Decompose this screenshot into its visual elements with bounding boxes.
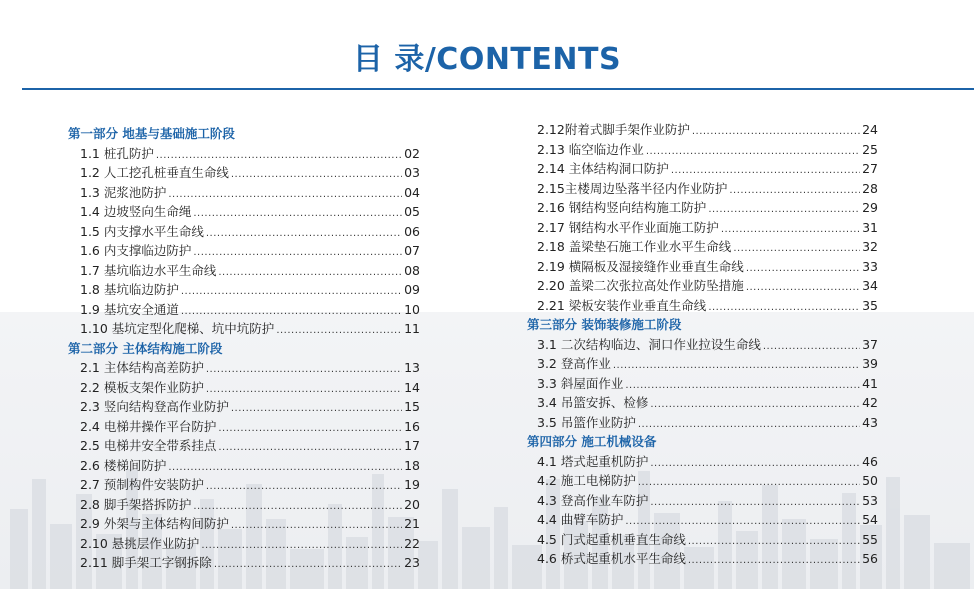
toc-entry-title: 2.9 外架与主体结构间防护 — [80, 516, 229, 531]
toc-entry[interactable] — [68, 495, 420, 515]
toc-entry-title: 2.17 钢结构水平作业面施工防护 — [537, 219, 719, 235]
toc-page-number: 43 — [862, 414, 878, 430]
toc-page-number: 37 — [862, 336, 878, 352]
toc-entry[interactable] — [527, 296, 878, 316]
toc-dot-leader — [231, 516, 402, 536]
toc-dot-leader — [650, 454, 860, 474]
toc-entry[interactable] — [68, 202, 420, 222]
toc-entry[interactable] — [527, 218, 878, 238]
toc-dot-leader — [218, 419, 402, 439]
toc-page-number: 06 — [404, 223, 420, 239]
toc-entry-title: 3.4 吊篮安拆、检修 — [537, 395, 649, 410]
toc-entry-title: 1.3 泥浆池防护 — [80, 184, 167, 200]
toc-entry[interactable] — [68, 534, 420, 554]
toc-page-number: 21 — [404, 516, 420, 531]
toc-dot-leader — [688, 551, 860, 571]
toc-dot-leader — [181, 282, 402, 302]
toc-dot-leader — [206, 477, 402, 497]
toc-page-number: 53 — [862, 492, 878, 508]
toc-page-number: 17 — [404, 438, 420, 453]
toc-page-number: 03 — [404, 165, 420, 180]
toc-entry-title: 3.1 二次结构临边、洞口作业拉设生命线 — [537, 336, 761, 352]
toc-section-heading: 第二部分 主体结构施工阶段 — [68, 340, 223, 356]
toc-entry[interactable] — [68, 436, 420, 456]
toc-page-number: 02 — [404, 145, 420, 161]
toc-section-heading: 第一部分 地基与基础施工阶段 — [68, 126, 235, 141]
toc-page-number: 22 — [404, 535, 420, 551]
toc-entry-title: 1.4 边坡竖向生命绳 — [80, 204, 192, 219]
toc-entry-title: 4.3 登高作业车防护 — [537, 492, 649, 508]
toc-page-number: 55 — [862, 531, 878, 547]
toc-dot-leader — [206, 224, 402, 244]
toc-page-number: 27 — [862, 161, 878, 176]
toc-entry[interactable] — [527, 120, 878, 140]
toc-entry[interactable] — [68, 397, 420, 417]
toc-entry-title: 2.13 临空临边作业 — [537, 141, 644, 157]
toc-entry-title: 2.15主楼周边坠落半径内作业防护 — [537, 180, 728, 196]
toc-page-number: 32 — [862, 239, 878, 254]
toc-dot-leader — [231, 165, 402, 185]
toc-entry[interactable] — [68, 241, 420, 261]
toc-entry[interactable] — [527, 354, 878, 374]
toc-dot-leader — [206, 360, 402, 380]
toc-entry-title: 1.6 内支撑临边防护 — [80, 243, 192, 258]
toc-entry-title: 2.7 预制构件安装防护 — [80, 477, 204, 492]
toc-entry-title: 2.14 主体结构洞口防护 — [537, 161, 669, 176]
toc-entry-title: 2.21 梁板安装作业垂直生命线 — [537, 297, 707, 313]
toc-entry-title: 3.2 登高作业 — [537, 356, 611, 371]
toc-dot-leader — [646, 142, 860, 162]
toc-entry-title: 2.18 盖梁垫石施工作业水平生命线 — [537, 239, 732, 254]
toc-entry[interactable] — [527, 374, 878, 394]
toc-entry-title: 2.16 钢结构竖向结构施工防护 — [537, 200, 707, 215]
toc-page-number: 29 — [862, 200, 878, 215]
toc-left-column — [68, 124, 420, 573]
toc-dot-leader — [708, 298, 860, 318]
toc-page-number: 16 — [404, 418, 420, 434]
toc-entry-title: 3.5 吊篮作业防护 — [537, 414, 636, 430]
toc-page-number: 11 — [404, 321, 420, 336]
toc-entry-title: 2.3 竖向结构登高作业防护 — [80, 399, 229, 414]
toc-page-number: 14 — [404, 379, 420, 395]
toc-entry-title: 1.1 桩孔防护 — [80, 145, 154, 161]
toc-page-number: 54 — [862, 512, 878, 527]
toc-entry[interactable] — [68, 222, 420, 242]
toc-entry[interactable] — [527, 159, 878, 179]
toc-entry[interactable] — [527, 237, 878, 257]
toc-entry-title: 4.2 施工电梯防护 — [537, 473, 636, 488]
toc-entry-title: 2.19 横隔板及湿接缝作业垂直生命线 — [537, 258, 744, 274]
toc-entry-title: 1.7 基坑临边水平生命线 — [80, 262, 217, 278]
toc-page-number: 23 — [404, 555, 420, 570]
toc-entry-title: 2.1 主体结构高差防护 — [80, 360, 204, 375]
toc-right-column — [527, 120, 878, 569]
toc-page-number: 46 — [862, 453, 878, 469]
toc-entry[interactable] — [68, 300, 420, 320]
toc-entry-title: 1.10 基坑定型化爬梯、坑中坑防护 — [80, 321, 275, 336]
toc-section-heading: 第四部分 施工机械设备 — [527, 434, 657, 449]
toc-dot-leader — [692, 122, 860, 142]
toc-entry-title: 2.20 盖梁二次张拉高处作业防坠措施 — [537, 278, 744, 293]
toc-page-number: 20 — [404, 496, 420, 512]
toc-page-number: 04 — [404, 184, 420, 200]
toc-entry[interactable] — [68, 456, 420, 476]
page-title: 目 录/CONTENTS — [352, 42, 622, 77]
toc-page-number: 07 — [404, 243, 420, 258]
toc-entry-title: 1.8 基坑临边防护 — [80, 282, 179, 297]
toc-page-number: 50 — [862, 473, 878, 488]
toc-entry[interactable] — [527, 393, 878, 413]
toc-dot-leader — [625, 376, 860, 396]
toc-dot-leader — [746, 278, 860, 298]
toc-entry-title: 2.8 脚手架搭拆防护 — [80, 496, 192, 512]
toc-entry-title: 4.6 桥式起重机水平生命线 — [537, 551, 686, 566]
toc-entry[interactable] — [68, 261, 420, 281]
toc-page-number: 56 — [862, 551, 878, 566]
toc-page-number: 33 — [862, 258, 878, 274]
toc-entry-title: 1.5 内支撑水平生命线 — [80, 223, 204, 239]
toc-dot-leader — [218, 263, 402, 283]
toc-dot-leader — [729, 181, 860, 201]
toc-page-number: 24 — [862, 122, 878, 137]
toc-entry[interactable] — [527, 471, 878, 491]
toc-section-heading: 第三部分 装饰装修施工阶段 — [527, 317, 682, 332]
toc-dot-leader — [638, 473, 860, 493]
toc-page-number: 08 — [404, 262, 420, 278]
toc-page-number: 35 — [862, 297, 878, 313]
toc-dot-leader — [231, 399, 402, 419]
toc-page-number: 41 — [862, 375, 878, 391]
toc-entry-title: 4.4 曲臂车防护 — [537, 512, 624, 527]
toc-page-number: 39 — [862, 356, 878, 371]
toc-dot-leader — [201, 536, 402, 556]
toc-entry-title: 1.2 人工挖孔桩垂直生命线 — [80, 165, 229, 180]
toc-entry[interactable] — [68, 163, 420, 183]
toc-entry[interactable] — [527, 510, 878, 530]
toc-page-number: 25 — [862, 141, 878, 157]
toc-dot-leader — [650, 395, 860, 415]
toc-dot-leader — [193, 243, 402, 263]
toc-page-number: 19 — [404, 477, 420, 492]
toc-dot-leader — [688, 532, 860, 552]
toc-entry[interactable] — [68, 319, 420, 339]
toc-dot-leader — [763, 337, 860, 357]
toc-entry-title: 2.10 悬挑层作业防护 — [80, 535, 200, 551]
toc-entry[interactable] — [527, 335, 878, 355]
toc-entry[interactable] — [527, 179, 878, 199]
toc-entry-title: 2.11 脚手架工字钢拆除 — [80, 555, 212, 570]
toc-page-number: 18 — [404, 457, 420, 473]
toc-entry[interactable] — [68, 378, 420, 398]
toc-entry-title: 3.3 斜屋面作业 — [537, 375, 624, 391]
toc-page-number: 13 — [404, 360, 420, 375]
toc-dot-leader — [638, 415, 860, 435]
toc-dot-leader — [193, 204, 402, 224]
toc-entry[interactable] — [68, 358, 420, 378]
toc-entry-title: 2.6 楼梯间防护 — [80, 457, 167, 473]
toc-page-number: 28 — [862, 180, 878, 196]
toc-dot-leader — [613, 356, 860, 376]
toc-entry-title: 1.9 基坑安全通道 — [80, 301, 179, 317]
toc-entry-title: 2.5 电梯井安全带系挂点 — [80, 438, 217, 453]
toc-entry[interactable] — [68, 417, 420, 437]
toc-entry[interactable] — [68, 475, 420, 495]
toc-entry[interactable] — [527, 491, 878, 511]
toc-entry[interactable] — [527, 530, 878, 550]
toc-entry-title: 2.4 电梯井操作平台防护 — [80, 418, 217, 434]
toc-entry[interactable] — [68, 183, 420, 203]
toc-entry[interactable] — [527, 140, 878, 160]
toc-dot-leader — [733, 239, 860, 259]
toc-entry-title: 2.2 模板支架作业防护 — [80, 379, 204, 395]
toc-dot-leader — [168, 185, 402, 205]
toc-entry[interactable] — [527, 413, 878, 433]
title-divider — [22, 88, 974, 90]
toc-dot-leader — [746, 259, 860, 279]
toc-entry[interactable] — [527, 276, 878, 296]
toc-dot-leader — [214, 555, 402, 575]
toc-entry[interactable] — [527, 257, 878, 277]
toc-entry[interactable] — [68, 280, 420, 300]
toc-page-number: 15 — [404, 399, 420, 414]
toc-entry-title: 2.12附着式脚手架作业防护 — [537, 122, 690, 137]
toc-page-number: 34 — [862, 278, 878, 293]
toc-entry[interactable] — [68, 553, 420, 573]
toc-dot-leader — [218, 438, 402, 458]
toc-entry[interactable] — [68, 144, 420, 164]
toc-dot-leader — [708, 200, 860, 220]
toc-entry-title: 4.1 塔式起重机防护 — [537, 453, 649, 469]
toc-page-number: 42 — [862, 395, 878, 410]
toc-dot-leader — [650, 493, 860, 513]
toc-entry[interactable] — [527, 452, 878, 472]
toc-page-number: 10 — [404, 301, 420, 317]
toc-entry-title: 4.5 门式起重机垂直生命线 — [537, 531, 686, 547]
toc-entry[interactable] — [527, 549, 878, 569]
toc-dot-leader — [206, 380, 402, 400]
toc-dot-leader — [276, 321, 402, 341]
toc-entry[interactable] — [527, 198, 878, 218]
toc-dot-leader — [721, 220, 860, 240]
toc-entry[interactable] — [68, 514, 420, 534]
toc-page-number: 09 — [404, 282, 420, 297]
toc-page-number: 05 — [404, 204, 420, 219]
toc-page-number: 31 — [862, 219, 878, 235]
